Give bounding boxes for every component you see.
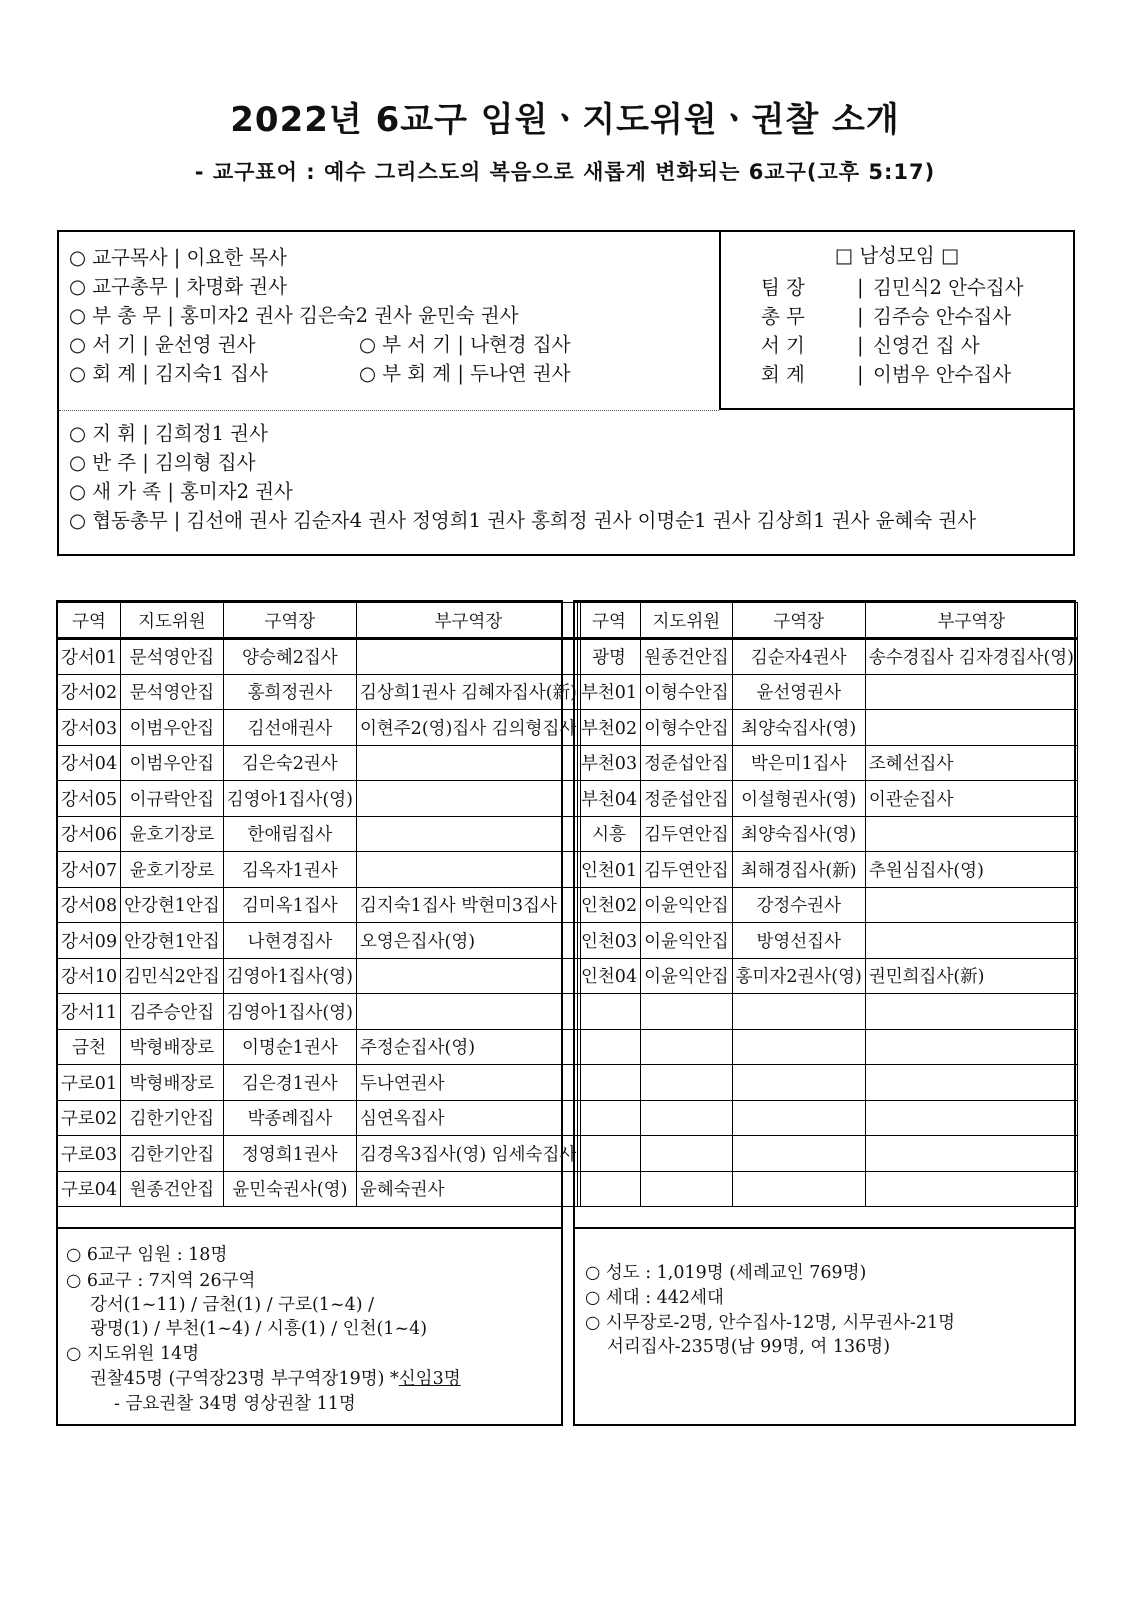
table-row [58,1136,581,1172]
col-header-subleader: 부구역장 [865,603,1077,639]
cell-district: 부천01 [578,674,641,710]
cell-leader: 양승혜2집사 [223,639,356,675]
cell-leader: 김옥자1권사 [223,852,356,888]
table-row [58,1171,581,1207]
cell-subleader: 추원심집사(영) [865,852,1077,888]
officer-line: ○ 협동총무 | 김선애 권사 김순자4 권사 정영희1 권사 홍희정 권사 이명순1 권사 김상희1 권사 윤혜숙 권사 [69,509,977,532]
cell-subleader: 윤혜숙권사 [356,1171,580,1207]
cell-leader: 윤선영권사 [732,674,865,710]
table-row [58,1065,581,1101]
cell-subleader: 김지숙1집사 박현미3집사 [356,887,580,923]
cell-district: 강서01 [58,639,121,675]
cell-subleader [865,887,1077,923]
cell-leader: 김은숙2권사 [223,745,356,781]
cell-subleader: 이관순집사 [865,781,1077,817]
cell-subleader: 주정순집사(영) [356,1029,580,1065]
table-row [578,1029,1078,1065]
cell-district: 인천01 [578,852,641,888]
cell-leader: 한애림집사 [223,816,356,852]
cell-leader [732,1171,865,1207]
cell-district [578,1100,641,1136]
summary-left-box [56,1227,563,1426]
col-header-district: 구역 [578,603,641,639]
cell-subleader [865,994,1077,1030]
mens-group-row: 회 계 | 이범우 안수집사 [761,363,1012,386]
table-row [58,1029,581,1065]
cell-subleader: 김상희1권사 김혜자집사(新) [356,674,580,710]
cell-leader: 강정수권사 [732,887,865,923]
cell-district [578,1029,641,1065]
cell-district: 인천03 [578,923,641,959]
officers-box [57,230,1075,556]
officer-line: ○ 부 총 무 | 홍미자2 권사 김은숙2 권사 윤민숙 권사 [69,304,519,327]
cell-advisor: 윤호기장로 [121,852,224,888]
cell-subleader [865,1100,1077,1136]
mens-group-box [719,232,1073,410]
cell-leader: 박종례집사 [223,1100,356,1136]
cell-advisor [641,994,733,1030]
table-row [578,745,1078,781]
cell-advisor: 이범우안집 [121,710,224,746]
cell-advisor: 문석영안집 [121,639,224,675]
table-row [58,1100,581,1136]
cell-subleader [356,781,580,817]
cell-leader: 최양숙집사(영) [732,816,865,852]
cell-advisor: 이범우안집 [121,745,224,781]
cell-subleader: 김경옥3집사(영) 임세숙집사 [356,1136,580,1172]
cell-district: 강서10 [58,958,121,994]
table-row [578,674,1078,710]
cell-leader: 방영선집사 [732,923,865,959]
cell-district: 강서06 [58,816,121,852]
officer-line: ○ 부 회 계 | 두나연 권사 [359,362,571,385]
col-header-leader: 구역장 [223,603,356,639]
cell-district: 구로01 [58,1065,121,1101]
cell-leader: 김순자4권사 [732,639,865,675]
cell-district: 시흥 [578,816,641,852]
cell-district: 부천04 [578,781,641,817]
table-row [578,816,1078,852]
cell-leader: 정영희1권사 [223,1136,356,1172]
cell-district [578,1171,641,1207]
officer-line: ○ 부 서 기 | 나현경 집사 [359,333,571,356]
cell-advisor: 문석영안집 [121,674,224,710]
officer-line: ○ 교구총무 | 차명화 권사 [69,275,287,298]
table-row [58,710,581,746]
cell-district: 금천 [58,1029,121,1065]
cell-subleader [865,1136,1077,1172]
cell-advisor: 정준섭안집 [641,745,733,781]
table-row [578,994,1078,1030]
cell-district: 강서04 [58,745,121,781]
cell-district: 부천03 [578,745,641,781]
summary-line: ○ 성도 : 1,019명 (세례교인 769명) [585,1263,867,1283]
cell-subleader: 권민희집사(新) [865,958,1077,994]
table-row [578,887,1078,923]
cell-district: 인천02 [578,887,641,923]
cell-advisor: 이규락안집 [121,781,224,817]
cell-advisor [641,1065,733,1101]
cell-subleader: 두나연권사 [356,1065,580,1101]
summary-right-box [573,1227,1076,1426]
table-row [578,1136,1078,1172]
summary-line: ○ 6교구 임원 : 18명 [66,1245,228,1265]
cell-leader: 최양숙집사(영) [732,710,865,746]
table-row [578,923,1078,959]
table-row [578,639,1078,675]
officer-line: ○ 반 주 | 김의형 집사 [69,451,256,474]
cell-subleader [865,923,1077,959]
cell-advisor: 원종건안집 [121,1171,224,1207]
cell-district: 강서03 [58,710,121,746]
cell-advisor: 박형배장로 [121,1029,224,1065]
table-row [58,887,581,923]
summary-line: ○ 6교구 : 7지역 26구역 [66,1271,256,1291]
summary-line: 서리집사-235명(남 99명, 여 136명) [607,1337,891,1357]
cell-advisor: 이윤익안집 [641,923,733,959]
cell-subleader [356,639,580,675]
cell-leader: 김선애권사 [223,710,356,746]
officer-line: ○ 회 계 | 김지숙1 집사 [69,362,268,385]
summary-line: - 금요권찰 34명 영상권찰 11명 [114,1394,356,1414]
cell-leader: 박은미1집사 [732,745,865,781]
cell-subleader [356,994,580,1030]
cell-subleader [865,674,1077,710]
cell-advisor [641,1136,733,1172]
table-row [58,852,581,888]
cell-district: 구로04 [58,1171,121,1207]
cell-advisor: 이윤익안집 [641,958,733,994]
cell-subleader [865,1065,1077,1101]
table-row [58,674,581,710]
summary-line: ○ 지도위원 14명 [66,1344,200,1364]
col-header-advisor: 지도위원 [121,603,224,639]
cell-subleader [356,958,580,994]
cell-advisor [641,1100,733,1136]
cell-district: 강서02 [58,674,121,710]
left-roster-table [57,602,581,1207]
cell-subleader [865,1029,1077,1065]
cell-leader [732,994,865,1030]
cell-leader: 김영아1집사(영) [223,994,356,1030]
cell-district: 부천02 [578,710,641,746]
cell-leader: 윤민숙권사(영) [223,1171,356,1207]
cell-district [578,1136,641,1172]
cell-subleader [356,745,580,781]
officer-line: ○ 지 휘 | 김희정1 권사 [69,422,268,445]
cell-subleader: 송수경집사 김자경집사(영) [865,639,1077,675]
cell-advisor: 원종건안집 [641,639,733,675]
cell-leader [732,1029,865,1065]
col-header-district: 구역 [58,603,121,639]
table-row [578,781,1078,817]
page-title: 2022년 6교구 임원ㆍ지도위원ㆍ권찰 소개 [230,100,900,140]
officer-line: ○ 교구목사 | 이요한 목사 [69,246,287,269]
cell-leader: 최해경집사(新) [732,852,865,888]
cell-leader: 이명순1권사 [223,1029,356,1065]
table-row [58,994,581,1030]
cell-district: 강서07 [58,852,121,888]
table-row [578,958,1078,994]
cell-leader: 홍희정권사 [223,674,356,710]
cell-subleader [356,816,580,852]
table-row [578,852,1078,888]
cell-district: 강서11 [58,994,121,1030]
cell-district: 인천04 [578,958,641,994]
col-header-subleader: 부구역장 [356,603,580,639]
cell-district [578,994,641,1030]
table-row [578,1171,1078,1207]
summary-line: ○ 세대 : 442세대 [585,1288,724,1308]
cell-subleader: 이현주2(영)집사 김의형집사 [356,710,580,746]
cell-district [578,1065,641,1101]
right-roster-table [577,602,1078,1207]
col-header-advisor: 지도위원 [641,603,733,639]
cell-leader [732,1136,865,1172]
cell-leader: 김영아1집사(영) [223,781,356,817]
cell-advisor: 김두연안집 [641,816,733,852]
summary-line: 광명(1) / 부천(1~4) / 시흥(1) / 인천(1~4) [90,1319,428,1339]
page-subtitle: - 교구표어 : 예수 그리스도의 복음으로 새롭게 변화되는 6교구(고후 5:17) [194,160,936,184]
cell-subleader: 조혜선집사 [865,745,1077,781]
summary-line: ○ 시무장로-2명, 안수집사-12명, 시무권사-21명 [585,1313,956,1333]
cell-advisor: 정준섭안집 [641,781,733,817]
cell-subleader [356,852,580,888]
cell-district: 구로03 [58,1136,121,1172]
cell-district: 강서05 [58,781,121,817]
table-row [58,816,581,852]
cell-subleader: 오영은집사(영) [356,923,580,959]
col-header-leader: 구역장 [732,603,865,639]
cell-advisor: 안강현1안집 [121,923,224,959]
cell-advisor: 박형배장로 [121,1065,224,1101]
table-row [58,781,581,817]
mens-group-row: 총 무 | 김주승 안수집사 [761,305,1012,328]
cell-subleader [865,816,1077,852]
mens-group-row: 팀 장 | 김민식2 안수집사 [761,276,1024,299]
cell-district: 강서08 [58,887,121,923]
cell-advisor: 이형수안집 [641,674,733,710]
cell-advisor: 김한기안집 [121,1100,224,1136]
left-roster-body [58,639,581,1207]
table-row [58,923,581,959]
summary-line: 권찰45명 (구역장23명 부구역장19명) *신임3명 [90,1369,461,1389]
cell-advisor: 김두연안집 [641,852,733,888]
cell-subleader [865,1171,1077,1207]
summary-line: 강서(1~11) / 금천(1) / 구로(1~4) / [90,1295,375,1315]
cell-subleader [865,710,1077,746]
cell-advisor: 이형수안집 [641,710,733,746]
divider [59,410,719,411]
officer-line: ○ 새 가 족 | 홍미자2 권사 [69,480,293,503]
cell-advisor [641,1029,733,1065]
cell-advisor [641,1171,733,1207]
cell-advisor: 김주승안집 [121,994,224,1030]
cell-leader: 김미옥1집사 [223,887,356,923]
table-row [58,745,581,781]
cell-district: 광명 [578,639,641,675]
right-roster-body [578,639,1078,1207]
mens-group-title: □ 남성모임 □ [834,244,960,267]
cell-advisor: 안강현1안집 [121,887,224,923]
cell-leader [732,1065,865,1101]
cell-district: 강서09 [58,923,121,959]
cell-advisor: 윤호기장로 [121,816,224,852]
table-row [58,958,581,994]
cell-advisor: 김민식2안집 [121,958,224,994]
cell-leader [732,1100,865,1136]
cell-leader: 김은경1권사 [223,1065,356,1101]
officer-line: ○ 서 기 | 윤선영 권사 [69,333,256,356]
cell-leader: 나현경집사 [223,923,356,959]
table-row [578,1065,1078,1101]
cell-subleader: 심연옥집사 [356,1100,580,1136]
table-row [578,710,1078,746]
cell-advisor: 김한기안집 [121,1136,224,1172]
cell-advisor: 이윤익안집 [641,887,733,923]
cell-leader: 홍미자2권사(영) [732,958,865,994]
cell-district: 구로02 [58,1100,121,1136]
cell-leader: 김영아1집사(영) [223,958,356,994]
table-row [578,1100,1078,1136]
mens-group-row: 서 기 | 신영건 집 사 [761,334,980,357]
table-row [58,639,581,675]
cell-leader: 이설형권사(영) [732,781,865,817]
